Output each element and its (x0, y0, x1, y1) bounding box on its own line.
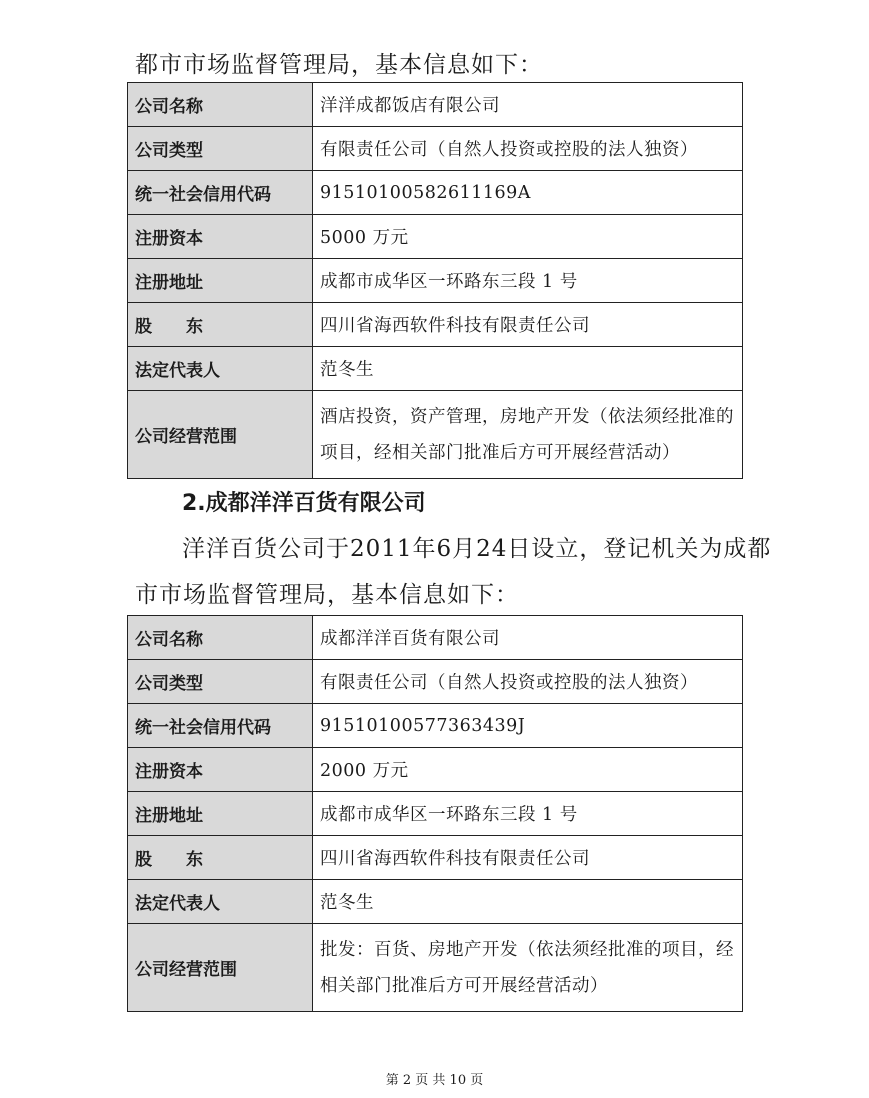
row-value: 91510100577363439J (313, 704, 743, 748)
table-row (128, 83, 743, 127)
table-row (128, 748, 743, 792)
row-label: 注册资本 (128, 748, 313, 792)
company2-info-table (127, 615, 743, 1012)
row-value: 有限责任公司（自然人投资或控股的法人独资） (313, 660, 743, 704)
row-label: 股 东 (128, 836, 313, 880)
row-value: 有限责任公司（自然人投资或控股的法人独资） (313, 127, 743, 171)
section-paragraph-line-2: 市市场监督管理局，基本信息如下： (135, 582, 519, 608)
row-value: 洋洋成都饭店有限公司 (313, 83, 743, 127)
table-row (128, 391, 743, 479)
company1-info-table (127, 82, 743, 479)
intro-line: 都市市场监督管理局，基本信息如下： (135, 52, 543, 78)
row-label: 公司类型 (128, 127, 313, 171)
row-label: 公司名称 (128, 83, 313, 127)
row-value: 四川省海西软件科技有限责任公司 (313, 836, 743, 880)
section-heading: 2.成都洋洋百货有限公司 (182, 491, 426, 516)
row-label: 公司经营范围 (128, 924, 313, 1012)
row-label: 公司类型 (128, 660, 313, 704)
table-row (128, 347, 743, 391)
row-value: 批发：百货、房地产开发（依法须经批准的项目，经相关部门批准后方可开展经营活动） (313, 924, 743, 1012)
row-value: 范冬生 (313, 347, 743, 391)
row-label: 股 东 (128, 303, 313, 347)
table-row (128, 259, 743, 303)
page-footer: 第 2 页 共 10 页 (385, 1073, 484, 1088)
table-row (128, 171, 743, 215)
table-row (128, 836, 743, 880)
row-value: 2000 万元 (313, 748, 743, 792)
row-label: 法定代表人 (128, 347, 313, 391)
row-value: 成都市成华区一环路东三段 1 号 (313, 792, 743, 836)
table-row (128, 660, 743, 704)
row-label: 公司经营范围 (128, 391, 313, 479)
row-value: 91510100582611169A (313, 171, 743, 215)
table-row (128, 616, 743, 660)
row-value: 成都洋洋百货有限公司 (313, 616, 743, 660)
row-label: 注册地址 (128, 792, 313, 836)
table-row (128, 303, 743, 347)
row-value: 5000 万元 (313, 215, 743, 259)
row-label: 注册地址 (128, 259, 313, 303)
row-value: 范冬生 (313, 880, 743, 924)
row-label: 统一社会信用代码 (128, 704, 313, 748)
table-row (128, 127, 743, 171)
table-row (128, 880, 743, 924)
table-row (128, 704, 743, 748)
row-label: 公司名称 (128, 616, 313, 660)
row-label: 法定代表人 (128, 880, 313, 924)
table-row (128, 924, 743, 1012)
table-row (128, 215, 743, 259)
section-paragraph-line-1: 洋洋百货公司于2011年6月24日设立，登记机关为成都 (182, 536, 772, 562)
row-label: 统一社会信用代码 (128, 171, 313, 215)
row-value: 成都市成华区一环路东三段 1 号 (313, 259, 743, 303)
table-row (128, 792, 743, 836)
row-value: 四川省海西软件科技有限责任公司 (313, 303, 743, 347)
row-value: 酒店投资，资产管理，房地产开发（依法须经批准的项目，经相关部门批准后方可开展经营活动） (313, 391, 743, 479)
row-label: 注册资本 (128, 215, 313, 259)
